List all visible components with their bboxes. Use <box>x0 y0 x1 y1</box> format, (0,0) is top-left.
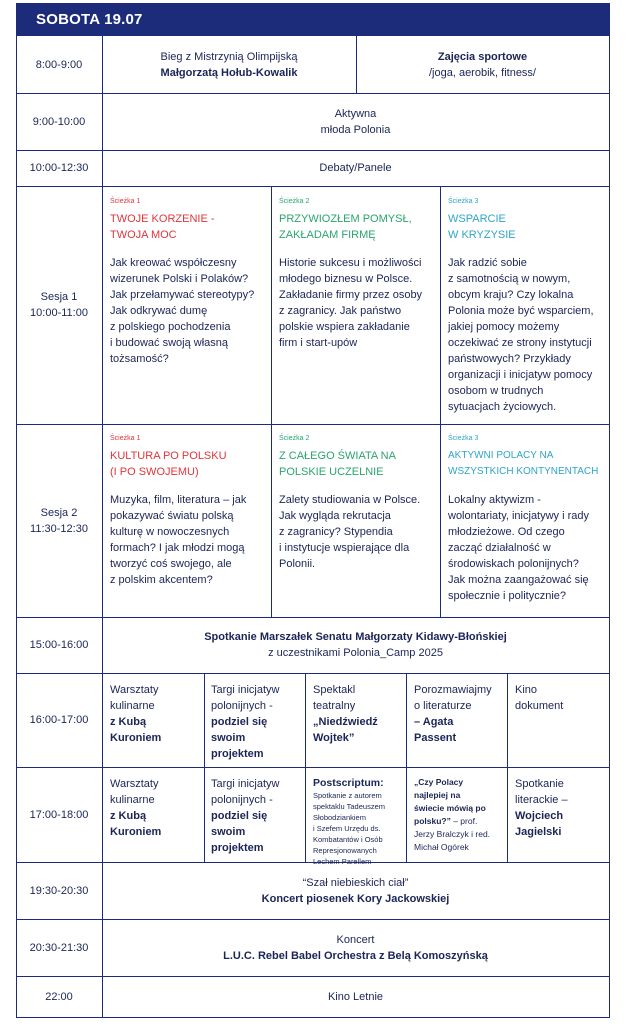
path-title: WSPARCIE W KRYZYSIE <box>448 213 516 241</box>
path-tag: Ścieżka 1 <box>110 198 141 205</box>
path-tag: Ścieżka 1 <box>110 435 141 442</box>
event-line: Koncert piosenek Kory Jackowskiej <box>261 892 450 905</box>
path-desc: Jak kreować współczesny wizerunek Polski i Polaków? Jak przełamywać stereotypy? Jak odkrywać dumę z polskiego pochodzenia i budować swoją własną tożsamość? <box>110 257 255 365</box>
path-desc: Zalety studiowania w Polsce. Jak wygląda rekrutacja z zagranicy? Stypendia i instytucje wspierające dla Polonii. <box>279 494 421 570</box>
session1-path2 <box>279 197 437 351</box>
event-line: Zajęcia sportowe <box>437 50 528 63</box>
path-title: AKTYWNI POLACY NA WSZYSTKICH KONTYNENTACH <box>448 450 599 477</box>
time-label: 22:00 <box>45 990 73 1003</box>
time-label: 8:00-9:00 <box>35 58 83 71</box>
event-sport <box>356 36 609 93</box>
event-cinema <box>102 976 609 1017</box>
session2-path3 <box>448 434 608 604</box>
grid-line <box>16 767 610 768</box>
time-label: 9:00-10:00 <box>32 115 86 128</box>
workshop-literature: Porozmawiajmy o literaturze – Agata Passent <box>414 684 492 744</box>
session1-path3 <box>448 197 608 415</box>
path-desc: Lokalny aktywizm - wolontariaty, inicjatywy i rady młodzieżowe. Od czego zacząć działalność w środowiskach polonijnych? Jak można zaangażować się społecznie i politycznie? <box>448 494 590 602</box>
event-line: młoda Polonia <box>320 123 391 136</box>
session2-path2 <box>279 434 437 572</box>
path-desc: Historie sukcesu i możliwości młodego biznesu w Polsce. Zakładanie firmy przez osoby z zagranicy. Jak państwo polskie wspiera zakładanie firm i start-upów <box>279 257 423 349</box>
time-label: 17:00-18:00 <box>29 808 89 821</box>
grid-line <box>440 186 441 617</box>
path-desc: Muzyka, film, literatura – jak pokazywać światu polską kulturę w nowoczesnych formach? I jak młodzi mogą tworzyć coś swojego, ale z polskim akcentem? <box>110 494 247 586</box>
event-line: /joga, aerobik, fitness/ <box>428 66 536 79</box>
session-label: Sesja 2 <box>40 506 78 519</box>
grid-line <box>609 36 610 1018</box>
path-tag: Ścieżka 2 <box>279 198 310 205</box>
event-debates <box>102 150 609 186</box>
event-line: Małgorzatą Hołub-Kowalik <box>160 66 298 79</box>
grid-line <box>16 424 610 425</box>
time-label: 16:00-17:00 <box>29 714 89 726</box>
time-label: 19:30-20:30 <box>29 884 89 897</box>
event-line: “Szał niebieskich ciał” <box>302 876 409 889</box>
grid-line <box>305 673 306 862</box>
event-line: Debaty/Panele <box>319 162 392 174</box>
time-label: 10:00-12:30 <box>29 162 89 174</box>
grid-line <box>204 673 205 862</box>
workshop-cooking: Warsztaty kulinarne z Kubą Kuroniem <box>110 778 162 838</box>
workshop-cooking: Warsztaty kulinarne z Kubą Kuroniem <box>110 684 162 744</box>
grid-line <box>16 1017 610 1018</box>
event-line: Spotkanie Marszałek Senatu Małgorzaty Kidawy-Błońskiej <box>204 631 507 643</box>
event-run <box>102 36 356 93</box>
time-label: 20:30-21:30 <box>29 941 89 954</box>
workshop-reading: Spotkanie literackie – Wojciech Jagielski <box>515 778 568 838</box>
session2-path1 <box>110 434 268 588</box>
event-line: Koncert <box>336 933 375 946</box>
grid-line <box>271 186 272 617</box>
grid-line <box>16 673 610 674</box>
path-desc: Jak radzić sobie z samotnością w nowym, obcym kraju? Czy lokalna Polonia może być wsparciem, jakiej pomocy możemy oczekiwać ze strony instytucji państwowych? Przykłady organizacji i inicjatyw pomocy osobom w trudnych sytuacjach życiowych. <box>448 257 594 413</box>
session-hours: 11:30-12:30 <box>30 522 88 535</box>
path-title: Z CAŁEGO ŚWIATA NA POLSKIE UCZELNIE <box>279 450 396 478</box>
event-concert-kora <box>102 862 609 919</box>
session-hours: 10:00-11:00 <box>30 307 88 319</box>
workshop-fair: Targi inicjatyw polonijnych - podziel się swoim projektem <box>211 778 280 854</box>
workshop-fair: Targi inicjatyw polonijnych - podziel się swoim projektem <box>211 684 280 760</box>
workshop-theatre: Spektakl teatralny „Niedźwiedź Wojtek” <box>313 684 378 744</box>
path-tag: Ścieżka 3 <box>448 435 479 442</box>
event-line: z uczestnikami Polonia_Camp 2025 <box>268 647 443 659</box>
event-senate <box>102 617 609 673</box>
path-title: KULTURA PO POLSKU (I PO SWOJEMU) <box>110 450 227 478</box>
day-title: SOBOTA 19.07 <box>36 11 143 28</box>
path-title: TWOJE KORZENIE - TWOJA MOC <box>110 213 215 241</box>
day-header <box>16 3 610 36</box>
event-concert-luc <box>102 919 609 976</box>
session-time <box>16 186 102 424</box>
path-tag: Ścieżka 2 <box>279 435 310 442</box>
event-line: Aktywna <box>334 107 377 120</box>
workshop-polish: „Czy Polacy najlepiej na świecie mówią po polsku?” – prof. Jerzy Bralczyk i red. Michał Ogórek <box>414 777 491 852</box>
event-line: L.U.C. Rebel Babel Orchestra z Belą Komoszyńską <box>223 949 488 962</box>
grid-line <box>507 673 508 862</box>
session-time <box>16 424 102 617</box>
event-active <box>102 93 609 150</box>
session-label: Sesja 1 <box>40 291 78 303</box>
event-line: Kino Letnie <box>327 990 384 1003</box>
grid-line <box>406 673 407 862</box>
grid-line <box>16 186 610 187</box>
session1-path1 <box>110 197 268 367</box>
time-label: 15:00-16:00 <box>29 639 89 651</box>
path-title: PRZYWIOZŁEM POMYSŁ, ZAKŁADAM FIRMĘ <box>279 213 412 241</box>
event-line: Bieg z Mistrzynią Olimpijską <box>160 50 298 63</box>
path-tag: Ścieżka 3 <box>448 198 479 205</box>
workshop-cinema: Kino dokument <box>515 684 564 712</box>
workshop-postscriptum: Postscriptum: Spotkanie z autorem spektaklu Tadeuszem Słobodziankiem i Szefem Urzędu ds. Kombatantów i Osób Represjonowanych Lechem Parellem <box>313 777 385 866</box>
